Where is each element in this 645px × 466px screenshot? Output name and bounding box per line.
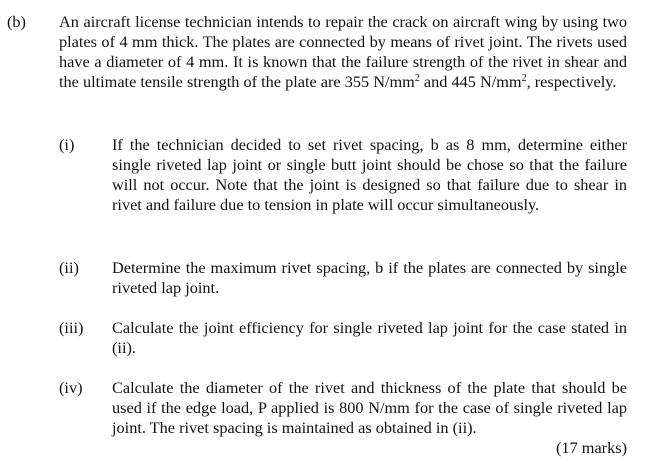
intro-text-2: and 445 N/mm <box>419 72 522 91</box>
subquestion-iii <box>59 318 627 358</box>
subquestion-i <box>59 135 627 215</box>
superscript-1: 2 <box>414 73 420 84</box>
subquestion-text: Calculate the diameter of the rivet and thickness of the plate that should be used if the edge load, P applied is 800 N/mm for the case of single riveted lap joint. The rivet spacing is maintained as obtained in (ii). <box>112 378 627 437</box>
marks-label: (17 marks) <box>556 438 627 457</box>
subquestion-ii <box>59 258 627 298</box>
question-label: (b) <box>7 12 26 31</box>
subquestion-text: Calculate the joint efficiency for single riveted lap joint for the case stated in (ii). <box>112 318 627 357</box>
intro-text-3: , respectively. <box>526 72 617 91</box>
subquestion-label: (ii) <box>59 258 79 277</box>
subquestion-iv <box>59 378 627 438</box>
subquestion-label: (i) <box>59 135 75 154</box>
subquestion-label: (iii) <box>59 318 84 337</box>
subquestion-label: (iv) <box>59 378 83 397</box>
question-intro <box>59 12 627 92</box>
subquestion-text: Determine the maximum rivet spacing, b if the plates are connected by single riveted lap joint. <box>112 258 627 297</box>
superscript-2: 2 <box>521 73 527 84</box>
subquestion-text: If the technician decided to set rivet spacing, b as 8 mm, determine either single riveted lap joint or single butt joint should be chose so that the failure will not occur. Note that the joint is designed so that failure due to shear in rivet and failure due to tension in plate will occur simultaneously. <box>112 135 627 214</box>
intro-text-1: An aircraft license technician intends to repair the crack on aircraft wing by using two plates of 4 mm thick. The plates are connected by means of rivet joint. The rivets used have a diameter of 4 mm. It is known that the failure strength of the rivet in shear and the ultimate tensile strength of the plate are 355 N/mm <box>59 12 627 91</box>
